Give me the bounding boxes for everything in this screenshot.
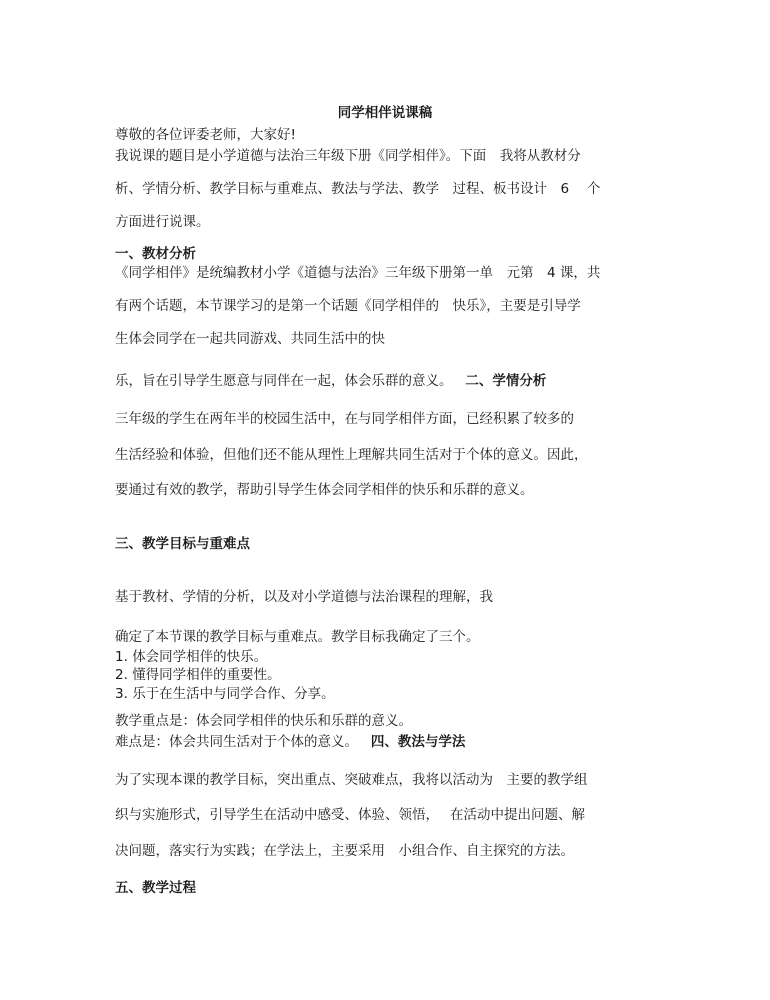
section-heading-2: 二、学情分析 <box>465 373 547 389</box>
goal-text: 懂得同学相伴的重要性。 <box>132 667 281 683</box>
section4-line-2: 织与实施形式，引导学生在活动中感受、体验、领悟， 在活动中提出问题、解 <box>115 807 586 823</box>
section3-line-2: 确定了本节课的教学目标与重难点。教学目标我确定了三个。 <box>115 629 480 645</box>
section1-line-3: 生体会同学在一起共同游戏、共同生活中的快 <box>115 331 385 347</box>
goal-item-2 <box>115 666 281 684</box>
section1-last-line: 乐，旨在引导学生愿意与同伴在一起，体会乐群的意义。 <box>115 373 453 389</box>
section1-line-1: 《同学相伴》是统编教材小学《道德与法治》三年级下册第一单 元第 4 课，共 <box>115 265 601 281</box>
section4-line-3: 决问题，落实行为实践；在学法上，主要采用 小组合作、自主探究的方法。 <box>115 843 574 859</box>
section2-line-2: 生活经验和体验，但他们还不能从理性上理解共同生活对于个体的意义。因此， <box>115 447 588 463</box>
section2-line-3: 要通过有效的教学，帮助引导学生体会同学相伴的快乐和乐群的意义。 <box>115 482 534 498</box>
section-heading-5: 五、教学过程 <box>115 880 196 896</box>
greeting: 尊敬的各位评委老师，大家好! <box>115 127 296 143</box>
section-heading-1: 一、教材分析 <box>115 246 196 262</box>
section2-line-1: 三年级的学生在两年半的校园生活中，在与同学相伴方面，已经积累了较多的 <box>115 411 574 427</box>
goal-text: 乐于在生活中与同学合作、分享。 <box>132 686 335 702</box>
goal-number: 3. <box>115 686 128 702</box>
section4-line-1: 为了实现本课的教学目标，突出重点、突破难点，我将以活动为 主要的教学组 <box>115 772 588 788</box>
section1-line-4 <box>115 372 546 390</box>
intro-line-1: 我说课的题目是小学道德与法治三年级下册《同学相伴》。下面 我将从教材分 <box>115 148 581 164</box>
goal-item-3 <box>115 685 335 703</box>
intro-line-3: 方面进行说课。 <box>115 214 210 230</box>
goal-number: 1. <box>115 649 128 665</box>
goal-number: 2. <box>115 667 128 683</box>
key-point: 教学重点是：体会同学相伴的快乐和乐群的意义。 <box>115 713 412 729</box>
section-heading-4: 四、教法与学法 <box>370 734 466 750</box>
goal-item-1 <box>115 648 267 666</box>
section-heading-3: 三、教学目标与重难点 <box>115 536 250 552</box>
section3-line-1: 基于教材、学情的分析，以及对小学道德与法治课程的理解，我 <box>115 589 493 605</box>
section1-line-2: 有两个话题，本节课学习的是第一个话题《同学相伴的 快乐》，主要是引导学 <box>115 298 581 314</box>
goal-text: 体会同学相伴的快乐。 <box>132 649 268 665</box>
intro-line-2: 析、学情分析、教学目标与重难点、教法与学法、教学 过程、板书设计 6 个 <box>115 181 601 197</box>
difficulty: 难点是：体会共同生活对于个体的意义。 <box>115 734 358 750</box>
difficulty-line <box>115 733 465 751</box>
document-title: 同学相伴说课稿 <box>337 105 433 121</box>
